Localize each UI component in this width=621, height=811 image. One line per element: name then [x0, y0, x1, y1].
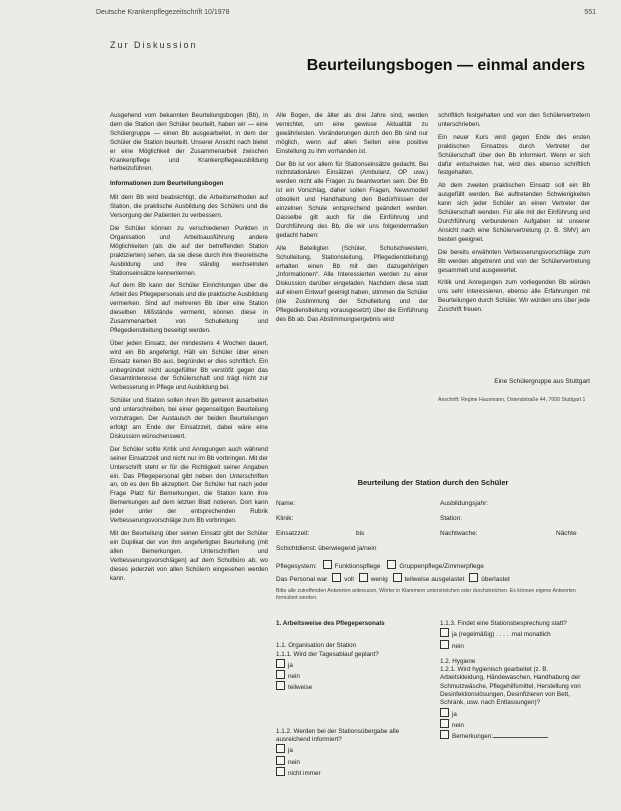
checkbox[interactable]	[387, 563, 399, 570]
form-service-label: Schichtdienst: überwiegend ja/nein	[276, 545, 377, 552]
paragraph: Schüler und Station sollen ihren Bb getrennt ausarbeiten und unterschreiben, bei einer gegenseitigen Beurteilung vorzutragen. Der Austausch der beiden Beurteilungen erfolgt am Ende der Einsatzzeit, dabei wäre eine Diskussion wünschenswert.	[110, 397, 268, 440]
question: 1.1.2. Werden bei der Stationsübergabe alle ausreichend informiert?	[276, 727, 400, 744]
paragraph: Ausgehend vom bekannten Beurteilungsbogen (Bb), in dem die Station den Schüler beurteilt, haben wir — eine Schülergruppe — einen Bb ausgearbeitet, in dem der Schüler die Station beurteilt. Unserer Ansicht nach bietet er eine Möglichkeit der Zusammenarbeit zwischen Krankenpflege und Krankenpflegeausbildung herbeizuführen.	[110, 112, 268, 173]
form-period-bis: bis	[356, 530, 365, 537]
paragraph: Ein neuer Kurs wird gegen Ende des ersten praktischen Einsatzes durch Vertreter der Schülerschaft über den Bb informiert. Wenn er sich dafür entscheiden hat, wird dies ebenso schriftlich festgehalten.	[438, 133, 590, 177]
form-staff-row	[276, 573, 510, 583]
question: 1.2.1. Wird hygienisch gearbeitet (z. B. Arbeitskleidung, Händewaschen, Handhabung der Schmutzwäsche, Pflegehilfsmittel, Herstellung von Desinfektionslösungen, Desinfizieren von Bett, Schrank, usw. nach Entlassungen)?	[440, 666, 581, 707]
journal-name: Deutsche Krankenpflegezeitschrift 10/1978	[96, 9, 230, 16]
option-row[interactable]: ja	[276, 659, 426, 670]
staff-option: voll	[344, 576, 354, 583]
form-station-label: Station:	[440, 515, 463, 522]
form-title: Beurteilung der Station durch den Schüler	[357, 478, 509, 487]
option-row[interactable]: ja	[440, 708, 590, 719]
paragraph: Auf dem Bb kann der Schüler Einrichtungen über die Arbeit des Pflegepersonals und die praktische Ausbildung vermerken. Sind auf mehreren Bb über eine Station dieselben Mißstände vermerkt, können diese in Zusammenarbeit von Schulleitung und Pflegedienstleitung beseitigt werden.	[110, 282, 268, 334]
checkbox[interactable]	[440, 719, 449, 728]
article-title: Beurteilungsbogen — einmal anders	[306, 57, 585, 74]
option-row[interactable]: nein	[440, 719, 590, 730]
checkbox[interactable]	[276, 681, 285, 690]
staff-label: Das Personal war	[276, 576, 328, 583]
option-row[interactable]: Bemerkungen:	[440, 730, 590, 741]
staff-option: wenig	[370, 576, 388, 583]
option-row[interactable]: nein	[276, 670, 426, 681]
text-column-1	[110, 112, 268, 802]
checkbox[interactable]	[359, 576, 371, 583]
paragraph: Der Schüler sollte Kritik und Anregungen auch während seiner Einsatzzeit und nicht nur im Bb vorbringen. Mit der Unterschrift steht er für die Richtigkeit seiner Angaben ein. Das Pflegepersonal gibt neben den Unterschriften an, ob es den Bb akzeptiert. Der Schüler hat nach jeder Frage Platz für Bemerkungen, die Station kann ihre Bemerkungen auf dem letzten Blatt notieren. Dort kann jeder unter der entsprechenden Rubrik Verbesserungsvorschläge zum Bb vorbringen.	[110, 445, 268, 525]
paragraph: Die Schüler können zu verschiedenen Punkten in Organisation und Arbeitsausführung andere Möglichkeiten (als die auf der betreffenden Station praktizierten) sehen, da sie diese durch ihre theoretische Ausbildung und ihre ständig wechselnden Stationseinsätze kennenlernen.	[110, 224, 268, 277]
form-note: Bitte alle zutreffenden Antworten ankreuzen, Wörter in Klammern unterstreichen oder durchstreichen. Es können eigene Antworten formuliert werden.	[276, 588, 576, 601]
checkbox[interactable]	[276, 670, 285, 679]
section-heading: 1. Arbeitsweise des Pflegepersonals	[276, 620, 385, 627]
option-row[interactable]: teilweise	[276, 681, 426, 692]
paragraph: Die bereits erwähnten Verbesserungsvorschläge zum Bb werden abgetrennt und von der Schülervertretung gesammelt und ausgewertet.	[438, 248, 590, 274]
question-group-heading: 1.2. Hygiene	[440, 657, 476, 665]
paragraph: Ab dem zweiten praktischen Einsatz soll ein Bb ausgefüllt werden. Bei auftretenden Schwierigkeiten kann sich jeder Schüler an einen Vertreter der Schülerschaft wenden. Für alle mit der Einführung und Durchführung verbundenen Aufgaben ist unserer Ansicht nach eine Schülervertretung (z. B. SMV) am besten geeignet.	[438, 182, 590, 243]
checkbox[interactable]	[440, 640, 449, 649]
option-row[interactable]: ja	[276, 744, 426, 755]
author-signature: Eine Schülergruppe aus Stuttgart	[494, 378, 590, 385]
paragraph: schriftlich festgehalten und von den Schülervertretern unterschrieben.	[438, 112, 590, 128]
paragraph: Alle Bogen, die älter als drei Jahre sind, werden vernichtet, um eine gewisse Aktualität zu gewährleisten. Veränderungen durch den Bb sind nur möglich, wenn auf allen Seiten eine positive Einstellung zu ihm vorhanden ist.	[276, 112, 428, 155]
paragraph: Kritik und Anregungen zum vorliegenden Bb würden uns sehr interessieren, ebenso alle Erfahrungen mit Beurteilungen durch Schüler. Wir würden uns über jede Zuschrift freuen.	[438, 279, 590, 314]
checkbox[interactable]	[332, 576, 344, 583]
care-label: Pflegesystem:	[276, 563, 317, 570]
subheading: Informationen zum Beurteilungsbogen	[110, 180, 224, 188]
staff-option: teilweise ausgelastet	[404, 576, 465, 583]
staff-option: überlastet	[481, 576, 510, 583]
paragraph: Mit dem Bb wird beabsichtigt, die Arbeitsmethoden auf Station, die praktische Ausbildung des Schülers und die Versorgung der Patienten zu verbessern.	[110, 194, 268, 220]
question: 1.1.1. Wird der Tagesablauf geplant?	[276, 650, 379, 658]
question: 1.1.3. Findet eine Stationsbesprechung statt?	[440, 620, 567, 627]
text-column-2	[276, 112, 428, 452]
paragraph: Alle Beteiligten (Schüler, Schulschwestern, Schulleitung, Stationsleitung, Pflegedienstleitung) erhalten einen Bb mit den dazugehörigen „Informationen“. Alle Interessierten werden zu einer Diskussion darüber eingeladen. Nachdem diese statt auf einem Entwurf geeinigt haben, stimmen die Schüler (die Zustimmung der Schulleitung und der Pflegedienstleitung vorausgesetzt) über die Einführung des Bb ab. Das Abstimmungsergebnis wird	[276, 244, 428, 323]
form-right-column	[440, 620, 590, 742]
form-nights-label: Nächte	[556, 530, 577, 537]
care-option: Gruppenpflege/Zimmerpflege	[399, 563, 484, 570]
running-header	[96, 9, 596, 21]
form-night-label: Nachtwache:	[440, 530, 478, 537]
section-label: Zur Diskussion	[110, 40, 198, 50]
paragraph: Der Bb ist vor allem für Stationseinsätze gedacht. Bei nichtstationären Einsätzen (Ambulanz, OP usw.) werden nicht alle Fragen zu beantworten sein. Der Bb ist ein Vorschlag, daher sollen Fragen, Newsmodell obsoliert und Handhabung den Bedürfnissen der einzelnen Schule entsprechend geändert werden. Dasselbe gilt auch für die Einführung und Durchführung des Bb, die wir uns folgendermaßen gedacht haben:	[276, 160, 428, 239]
checkbox[interactable]	[276, 767, 285, 776]
page-number: 551	[584, 9, 596, 16]
checkbox[interactable]	[469, 576, 481, 583]
form-clinic-label: Klinik:	[276, 515, 294, 522]
author-address: Anschrift: Regine Hausmann, Ostendstraße 44, 7000 Stuttgart 1	[438, 397, 586, 403]
option-row[interactable]: nein	[276, 756, 426, 767]
care-option: Funktionspflege	[334, 563, 381, 570]
checkbox[interactable]	[276, 756, 285, 765]
paragraph: Mit der Beurteilung über seinen Einsatz gibt der Schüler ein Duplikat der von ihm angefertigten Beurteilung (mit allen Bemerkungen, Unterschriften und Verbesserungsvorschlägen) auf dem Schulbüro ab, wo dieses jederzeit von allen Schülern eingesehen werden kann.	[110, 529, 268, 582]
option-row[interactable]: ja (regelmäßig) . . . . .mal monatlich	[440, 628, 590, 639]
checkbox[interactable]	[276, 744, 285, 753]
paragraph: Über jeden Einsatz, der mindestens 4 Wochen dauert, wird ein Bb angefertigt. Hält ein Schüler über einen Einsatz keinen Bb aus, begründet er dies schriftlich. Ein unbegründet nicht ausgefüllter Bb verstößt gegen das Gesamtinteresse der Schülerschaft und trägt nicht zur Verbesserung in Pflege und Ausbildung bei.	[110, 339, 268, 392]
checkbox[interactable]	[323, 563, 335, 570]
checkbox[interactable]	[440, 708, 449, 717]
form-care-row	[276, 560, 484, 570]
checkbox[interactable]	[440, 628, 449, 637]
option-row[interactable]: nein	[440, 640, 590, 651]
form-left-column	[276, 620, 426, 778]
form-period-label: Einsatzzeit:	[276, 530, 310, 537]
form-name-label: Name:	[276, 500, 296, 507]
option-row[interactable]: nicht immer	[276, 767, 426, 778]
form-year-label: Ausbildungsjahr:	[440, 500, 489, 507]
checkbox[interactable]	[276, 659, 285, 668]
checkbox[interactable]	[440, 730, 449, 739]
remark-line[interactable]	[493, 731, 548, 738]
question-group-heading: 1.1. Organisation der Station	[276, 642, 357, 650]
checkbox[interactable]	[393, 576, 405, 583]
